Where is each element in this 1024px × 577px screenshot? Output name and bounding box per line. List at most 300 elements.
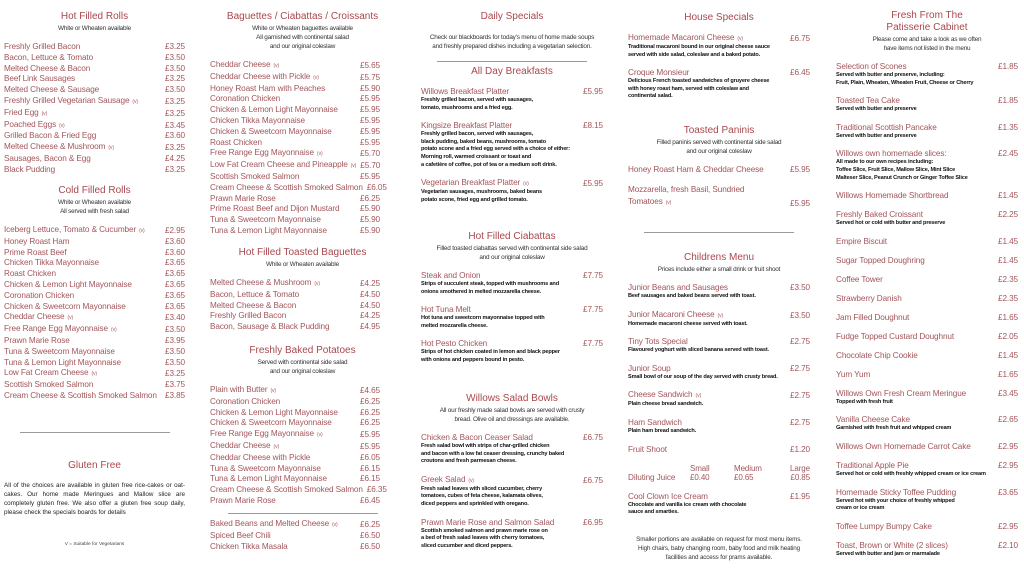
- item-name: Vegetarian Breakfast Platter: [421, 178, 521, 188]
- item-name: Willows Own Homemade Carrot Cake: [836, 441, 971, 451]
- item-row: [628, 337, 810, 347]
- vegetarian-marker: (v): [273, 63, 280, 69]
- section-title: Baguettes / Ciabattas / Croissants: [226, 11, 379, 22]
- item-name: Coronation Chicken: [210, 94, 281, 104]
- menu-item: [628, 492, 810, 517]
- menu-item: [210, 226, 380, 237]
- item-row: [628, 364, 810, 374]
- item-name: Melted Cheese & Bacon: [210, 300, 297, 310]
- item-name: Cream Cheese & Scottish Smoked Salmon: [210, 485, 363, 495]
- menu-item: [421, 271, 603, 296]
- item-name: Ham Sandwich: [628, 417, 682, 427]
- section-subtitle: Served with continental side salad: [257, 359, 348, 366]
- menu-item: [4, 96, 185, 108]
- section-house-specials: [628, 12, 810, 110]
- section-subtitle: and our original coleslaw: [686, 148, 752, 155]
- item-name-wrap: [836, 415, 910, 425]
- item-name: Chicken & Bacon Ceaser Salad: [421, 433, 533, 442]
- item-price: £3.40: [165, 313, 185, 323]
- section-subtitle: All our freshly made salad bowls are served with crusty: [439, 407, 585, 414]
- item-name: Chicken & Lemon Light Mayonnaise: [4, 279, 132, 289]
- section-title: All Day Breakfasts: [471, 66, 553, 77]
- menu-item: [628, 184, 810, 209]
- item-name-wrap: [836, 488, 956, 498]
- vegetarian-marker: (v): [270, 388, 276, 394]
- menu-item: [210, 453, 380, 464]
- section-freshly-baked-potatoes: [210, 345, 395, 507]
- item-row: [421, 475, 603, 486]
- section-gluten-free: [4, 460, 185, 517]
- item-price: £4.65: [360, 386, 380, 395]
- item-name-wrap: [210, 194, 276, 205]
- menu-item: [628, 33, 810, 59]
- item-name-wrap: [210, 94, 280, 105]
- menu-item: [836, 313, 1018, 323]
- menu-item: [421, 475, 603, 509]
- item-price: £6.95: [583, 517, 603, 527]
- item-row: [210, 418, 380, 429]
- item-name-wrap: [210, 531, 271, 542]
- menu-item: [4, 165, 185, 176]
- item-row: [210, 408, 380, 419]
- item-price: £2.95: [998, 460, 1018, 470]
- item-price: £7.75: [583, 305, 603, 315]
- item-row: [210, 290, 380, 301]
- item-name: Cheddar Cheese with Pickle: [210, 452, 311, 462]
- vegetarian-marker: (v): [314, 281, 320, 287]
- item-price: £3.65: [165, 258, 185, 268]
- item-price: £2.10: [998, 540, 1018, 550]
- item-name-wrap: [4, 248, 67, 259]
- item-price: £3.50: [165, 63, 185, 73]
- item-name: Chocolate Chip Cookie: [836, 350, 918, 360]
- menu-column-3: [421, 0, 603, 577]
- section-all-day-breakfasts: [421, 66, 603, 213]
- item-price: £3.65: [998, 487, 1018, 497]
- item-description: Served with butter and preserve: [836, 106, 917, 113]
- item-price: £3.60: [165, 247, 185, 257]
- item-row: [628, 184, 810, 209]
- item-description: with onions and peppers bound in pesto.: [421, 356, 525, 363]
- item-description: Fruit, Plain, Wheaten, Wheaten Fruit, Cheese or Cherry: [836, 79, 974, 86]
- menu-item: [628, 310, 810, 329]
- vegetarian-marker: (v): [67, 315, 74, 322]
- item-name-wrap: [421, 433, 533, 443]
- section-title: Fresh From The Patisserie Cabinet: [886, 10, 968, 33]
- menu-column-2: [210, 0, 395, 577]
- item-row: [836, 442, 1018, 452]
- item-price: £5.95: [360, 94, 380, 104]
- vegetarian-marker: (v): [41, 110, 48, 117]
- menu-item: [836, 332, 1018, 342]
- gluten-free-text: All of the choices are available in gluten free rice-cakes or oat-cakes. Our home made Meringues and Mallow slice are completely gluten free. We also offer a gluten free soup daily, please check the specials boards for details: [4, 482, 185, 516]
- vegetarian-marker: (v): [317, 432, 323, 439]
- item-row: [4, 237, 185, 248]
- menu-item: [836, 442, 1018, 452]
- item-name: Cheddar Cheese: [210, 60, 271, 69]
- menu-item: [4, 42, 185, 53]
- item-name: Bacon, Lettuce & Tomato: [210, 289, 300, 299]
- item-name: Homemade Sticky Toffee Pudding: [836, 487, 957, 497]
- item-name-wrap: [628, 364, 671, 374]
- section-willows-salad-bowls: [421, 393, 603, 559]
- item-name: Beef Link Sausages: [4, 74, 76, 84]
- item-row: [210, 311, 380, 322]
- section-subtitle: and our original coleslaw: [269, 368, 336, 375]
- section-subtitle: All served with fresh salad: [60, 208, 129, 215]
- item-name-wrap: [836, 332, 954, 342]
- item-row: [4, 312, 185, 324]
- item-price: £3.60: [165, 236, 185, 246]
- item-name: Poached Eggs: [4, 119, 57, 129]
- item-name-wrap: [4, 96, 138, 108]
- menu-item-list: [210, 278, 380, 333]
- vegetarian-marker: (v): [139, 228, 145, 234]
- item-description: sliced cucumber and diced peppers.: [421, 542, 513, 549]
- item-row: [421, 339, 603, 349]
- item-row: [628, 33, 810, 44]
- menu-item: [836, 522, 1018, 532]
- item-name: Willows Own Fresh Cream Meringue: [836, 388, 967, 398]
- item-price: £1.65: [998, 369, 1018, 379]
- item-description: Traditional macaroni bound in our original cheese sauce: [628, 44, 770, 50]
- item-name-wrap: [210, 429, 323, 441]
- item-name-wrap: [836, 442, 971, 452]
- menu-column-5: [836, 0, 1018, 577]
- section-title: Cold Filled Rolls: [58, 185, 131, 196]
- item-price: £5.95: [360, 126, 380, 136]
- menu-item-list: [210, 519, 380, 552]
- menu-item-list: [421, 433, 603, 550]
- item-name-wrap: [836, 275, 883, 285]
- item-row: [836, 332, 1018, 342]
- item-name-wrap: [4, 312, 73, 324]
- item-name: Coffee Tower: [836, 274, 883, 284]
- item-name: Selection of Scones: [836, 62, 907, 71]
- item-price: £2.75: [790, 417, 810, 427]
- item-description: Delicious French toasted sandwiches of gruyere cheese: [628, 78, 770, 85]
- item-row: [836, 522, 1018, 532]
- size-label: Large: [790, 463, 810, 473]
- item-price: £1.45: [998, 236, 1018, 246]
- item-name: Melted Cheese & Mushroom: [4, 142, 106, 152]
- item-name-wrap: [421, 518, 554, 528]
- item-price: £1.85: [998, 62, 1018, 71]
- item-name: Mozzarella, fresh Basil, Sundried Tomatoes: [628, 185, 745, 206]
- section-subtitle: and freshly prepared dishes including a vegetarian selection.: [432, 43, 592, 50]
- menu-item: [421, 339, 603, 364]
- item-name-wrap: [210, 84, 325, 95]
- item-name-wrap: [4, 131, 96, 142]
- section-subtitle: and our original coleslaw: [269, 43, 336, 50]
- item-row: [836, 96, 1018, 106]
- item-name-wrap: [210, 542, 288, 553]
- item-price: £3.65: [165, 290, 185, 300]
- item-description: Chocolate and vanilla ice cream with chocolate: [628, 501, 747, 508]
- item-name: Freshly Grilled Bacon: [210, 311, 287, 321]
- item-name: Freshly Grilled Vegetarian Sausage: [4, 95, 130, 105]
- item-name-wrap: [210, 322, 329, 333]
- menu-item: [628, 445, 810, 455]
- item-row: [210, 182, 387, 194]
- vegetarian-marker: (v): [108, 145, 114, 152]
- item-price: £5.95: [360, 430, 380, 440]
- size-price: £0.65: [734, 473, 754, 483]
- item-row: [836, 62, 1018, 72]
- menu-item: [836, 123, 1018, 141]
- size-label: Small: [690, 463, 710, 473]
- menu-item: [210, 496, 380, 507]
- item-description: Malteser Slice, Peanut Crunch or Ginger Toffee Slice: [836, 174, 968, 181]
- item-name: Plain with Butter: [210, 385, 268, 394]
- item-row: [4, 96, 185, 108]
- item-name-wrap: [628, 283, 728, 293]
- section-subtitle: White or Wheaten available: [58, 25, 131, 32]
- item-name: Steak and Onion: [421, 271, 481, 280]
- item-price: £4.50: [360, 300, 380, 310]
- menu-item: [836, 294, 1018, 304]
- item-price: £1.20: [790, 444, 810, 454]
- menu-item: [836, 191, 1018, 201]
- item-description: potato scone, fried egg and grilled tomato.: [421, 196, 528, 203]
- item-price: £3.65: [165, 269, 185, 279]
- item-price: £6.15: [360, 463, 380, 473]
- item-name-wrap: [836, 522, 932, 532]
- item-price: £3.95: [165, 335, 185, 345]
- item-row: [4, 368, 185, 380]
- item-name: Prime Roast Beef and Dijon Mustard: [210, 204, 340, 214]
- menu-item: [4, 74, 185, 85]
- item-description: and bacon with a low fat ceaser dressing, crunchy baked: [421, 450, 565, 457]
- menu-item: [4, 120, 185, 132]
- item-price: £3.50: [165, 346, 185, 356]
- item-price: £2.75: [790, 391, 810, 401]
- item-row: [210, 94, 380, 105]
- item-row: [628, 390, 810, 401]
- menu-item: [836, 256, 1018, 266]
- menu-item: [4, 154, 185, 165]
- item-name-wrap: [210, 226, 327, 237]
- menu-item: [4, 142, 185, 154]
- item-row: [4, 380, 185, 391]
- menu-item: [210, 72, 380, 84]
- item-price: £5.90: [360, 215, 380, 225]
- item-row: [628, 165, 810, 175]
- item-name: Toffee Lumpy Bumpy Cake: [836, 521, 932, 531]
- size-label: Medium: [734, 463, 762, 473]
- item-price: £3.50: [790, 283, 810, 292]
- menu-item: [4, 324, 185, 336]
- menu-item: [628, 364, 810, 382]
- item-name: Fudge Topped Custard Doughnut: [836, 331, 955, 341]
- item-description: sauce and smarties.: [628, 509, 679, 516]
- item-price: £5.95: [360, 137, 380, 147]
- item-description: Toffee Slice, Fruit Slice, Mallow Slice, Mint Slice: [836, 166, 956, 173]
- vegetarian-marker: (v): [717, 312, 724, 319]
- item-name: Tuna & Sweetcorn Mayonnaise: [4, 346, 115, 356]
- item-name: Roast Chicken: [4, 269, 56, 279]
- item-description: All made to our own recipes including:: [836, 159, 934, 166]
- item-row: [210, 194, 380, 205]
- item-name-wrap: [836, 294, 902, 304]
- item-row: [836, 256, 1018, 266]
- item-description: Homemade macaroni cheese served with toast.: [628, 320, 748, 327]
- item-row: [421, 178, 603, 189]
- menu-item: [421, 433, 603, 466]
- vegetarian-marker: (v): [332, 522, 338, 528]
- menu-item: [210, 322, 380, 333]
- item-row: [836, 389, 1018, 399]
- item-description: Plain ham bread sandwich.: [628, 427, 697, 434]
- item-price: £6.45: [360, 495, 380, 505]
- item-row: [836, 541, 1018, 551]
- item-price: £7.75: [583, 271, 603, 280]
- section-title: House Specials: [684, 12, 754, 23]
- item-name-wrap: [4, 291, 74, 302]
- item-description: Strips of succulent steak, topped with mushrooms and: [421, 281, 559, 287]
- item-name: Chicken Tikka Masala: [210, 541, 288, 551]
- item-row: [210, 519, 380, 531]
- menu-item: [210, 84, 380, 95]
- item-name: Willows Homemade Shortbread: [836, 191, 949, 201]
- item-price: £3.25: [165, 74, 185, 84]
- item-row: [210, 148, 380, 160]
- item-name: Tuna & Lemon Light Mayonnaise: [210, 474, 327, 484]
- item-description: black pudding, baked beans, mushrooms, tomato: [421, 138, 547, 145]
- item-price: £5.95: [360, 105, 380, 115]
- item-description: Served with butter and jam or marmalade: [836, 550, 940, 557]
- menu-item: [421, 305, 603, 330]
- item-name-wrap: [210, 290, 299, 301]
- item-price: £3.50: [165, 325, 185, 335]
- item-name: Sugar Topped Doughring: [836, 255, 925, 265]
- item-price: £6.50: [360, 530, 380, 540]
- menu-item: [4, 258, 185, 269]
- item-row: [4, 324, 185, 336]
- item-price: £4.50: [360, 289, 380, 299]
- item-description: cream or ice cream: [836, 505, 885, 512]
- item-price: £3.65: [165, 301, 185, 311]
- item-row: [210, 84, 380, 95]
- section-hot-filled-toasted-baguettes: [210, 247, 395, 333]
- item-price: £5.95: [790, 165, 810, 174]
- item-name: Iceberg Lettuce, Tomato & Cucumber: [4, 225, 137, 234]
- item-name-wrap: [210, 453, 310, 464]
- item-name-wrap: [628, 184, 748, 209]
- item-price: £8.15: [583, 121, 603, 131]
- item-row: [4, 347, 185, 358]
- item-row: [210, 215, 380, 226]
- item-name-wrap: [4, 53, 93, 64]
- menu-item: [210, 542, 380, 553]
- item-name-wrap: [4, 347, 115, 358]
- section-title: Toasted Paninis: [683, 125, 755, 136]
- menu-item: [4, 302, 185, 313]
- item-name: Greek Salad: [421, 474, 466, 484]
- menu-section: [4, 542, 185, 547]
- footer-note: Smaller portions are available on request for most menu items.: [636, 536, 802, 543]
- item-price: £2.45: [998, 149, 1018, 159]
- item-price: £3.50: [165, 52, 185, 62]
- item-name: Diluting Juice: [628, 473, 676, 483]
- item-description: Garnished with fresh fruit and whipped cream: [836, 425, 952, 432]
- item-description: croutons and fresh parmesan cheese.: [421, 458, 517, 465]
- section-baguettes-ciabattas-croissants: [210, 11, 395, 237]
- item-row: [210, 429, 380, 441]
- section-subtitle: have items not listed in the menu: [883, 45, 971, 52]
- item-row: [836, 351, 1018, 361]
- menu-item: [628, 165, 810, 175]
- menu-item: [4, 280, 185, 291]
- item-name-wrap: [210, 441, 279, 453]
- item-row: [210, 385, 380, 397]
- item-name-wrap: [4, 108, 47, 120]
- section-subtitle: White or Wheaten baguettes available: [252, 25, 353, 32]
- menu-item-list: [210, 385, 387, 507]
- menu-item: [210, 301, 380, 312]
- vegetarian-marker: (v): [468, 477, 474, 484]
- item-name: Vanilla Cheese Cake: [836, 415, 910, 425]
- item-name-wrap: [210, 408, 338, 419]
- item-row: [4, 74, 185, 85]
- menu-item: [210, 519, 380, 531]
- item-name-wrap: [421, 339, 487, 349]
- item-row: [4, 142, 185, 154]
- item-name-wrap: [4, 225, 145, 237]
- item-name: Hot Tuna Melt: [421, 305, 471, 315]
- section-fresh-from-the-patisserie-cabinet: [836, 10, 1018, 567]
- item-name-wrap: [4, 237, 69, 248]
- item-name-wrap: [4, 154, 91, 165]
- item-row: [210, 105, 380, 116]
- item-name-wrap: [628, 68, 689, 78]
- menu-item: [4, 291, 185, 302]
- item-row: [4, 154, 185, 165]
- item-row: [4, 64, 185, 75]
- item-row: [421, 271, 603, 281]
- item-name-wrap: [4, 358, 121, 369]
- item-name-wrap: [210, 138, 262, 149]
- menu-item: [4, 131, 185, 142]
- item-row: [4, 42, 185, 53]
- item-name-wrap: [628, 418, 682, 428]
- menu-item: [4, 85, 185, 96]
- item-row: [4, 302, 185, 313]
- item-price: £2.75: [790, 363, 810, 373]
- menu-item: [210, 215, 380, 226]
- item-name-wrap: [210, 105, 338, 116]
- item-row: [836, 237, 1018, 247]
- menu-item: [836, 541, 1018, 559]
- menu-item: [836, 210, 1018, 228]
- item-name: Junior Soup: [628, 363, 671, 373]
- item-price: £5.95: [583, 179, 603, 189]
- menu-item: [210, 418, 380, 429]
- vegetarian-marker: (v): [737, 36, 743, 42]
- item-price: £3.60: [165, 131, 185, 141]
- item-description: Topped with fresh fruit: [836, 398, 893, 405]
- item-price: £2.75: [790, 337, 810, 347]
- item-price: £6.75: [790, 34, 810, 43]
- item-row: [210, 474, 380, 485]
- section-divider: [228, 513, 378, 514]
- item-price: £1.35: [998, 122, 1018, 132]
- item-price: £2.05: [998, 331, 1018, 341]
- item-description: a cafetière of coffee, pot of tea or a medium soft drink.: [421, 161, 557, 168]
- item-price: £6.25: [360, 396, 380, 406]
- item-name: Honey Roast Ham with Peaches: [210, 83, 326, 93]
- item-row: [628, 492, 810, 502]
